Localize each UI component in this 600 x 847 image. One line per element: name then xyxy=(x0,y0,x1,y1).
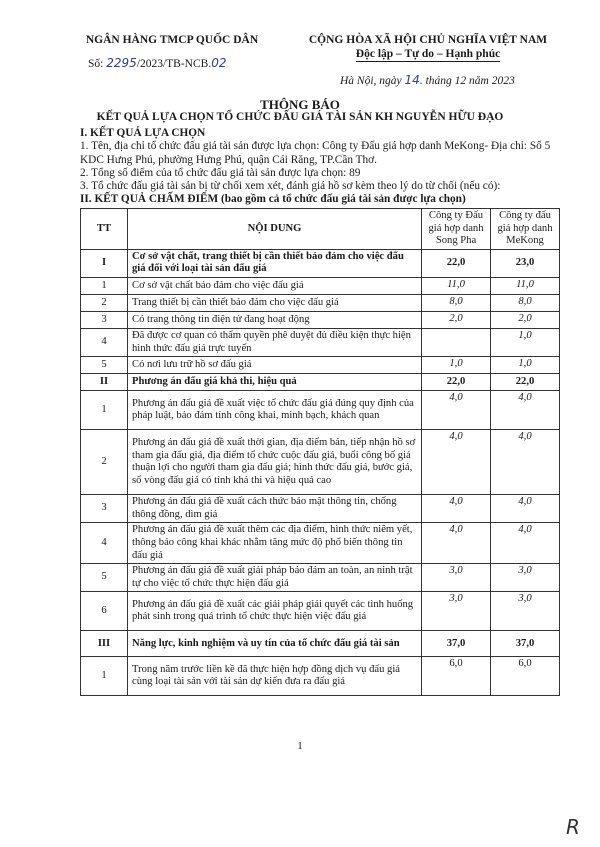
ref-prefix: Số: xyxy=(88,58,104,70)
row-content: Trang thiết bị cần thiết bảo đảm cho việc đấu giá xyxy=(128,294,422,311)
table-row xyxy=(81,311,560,328)
scoring-table xyxy=(80,208,560,696)
row-score-song-pha: 11,0 xyxy=(422,277,491,294)
row-score-mekong: 2,0 xyxy=(491,311,560,328)
row-score-mekong: 37,0 xyxy=(491,631,560,657)
row-content: Trong năm trước liền kề đã thực hiện hợp đồng dịch vụ đấu giá cùng loại tài sản với tài sản dự kiến đưa ra đấu giá xyxy=(128,657,422,696)
row-score-mekong: 11,0 xyxy=(491,277,560,294)
table-row xyxy=(81,523,560,564)
table-row xyxy=(81,374,560,391)
document-title: THÔNG BÁO xyxy=(260,97,340,112)
row-score-song-pha xyxy=(422,328,491,356)
table-row xyxy=(81,657,560,696)
row-content: Phương án đấu giá đề xuất thời gian, địa điểm bán, tiếp nhận hồ sơ tham gia đấu giá, địa điểm tổ chức cuộc đấu giá, buổi công bố giá thuận lợi cho người tham gia đấu giá; hình thức đấu giá, bước giá, số vòng đấu giá có tính khả thi và hiệu quả cao xyxy=(128,430,422,495)
row-content: Phương án đấu giá đề xuất cách thức bảo mật thông tin, chống thông đồng, dìm giá xyxy=(128,495,422,523)
row-score-mekong: 4,0 xyxy=(491,391,560,430)
national-motto: Độc lập – Tự do – Hạnh phúc xyxy=(355,48,501,60)
row-content: Phương án đấu giá khả thi, hiệu quả xyxy=(128,374,422,391)
col-header-content: NỘI DUNG xyxy=(128,209,422,250)
row-score-song-pha: 22,0 xyxy=(422,374,491,391)
section-2-heading: II. KẾT QUẢ CHẤM ĐIỂM (bao gồm cả tổ chức đấu giá tài sản được lựa chọn) xyxy=(80,193,466,206)
row-score-mekong: 4,0 xyxy=(491,430,560,495)
bank-name: NGÂN HÀNG TMCP QUỐC DÂN xyxy=(85,34,259,46)
row-score-mekong: 8,0 xyxy=(491,294,560,311)
row-tt: 3 xyxy=(81,495,128,523)
row-content: Phương án đấu giá đề xuất thêm các địa điểm, hình thức niêm yết, thông báo công khai khác nhằm tăng mức độ phổ biến thông tin đấu giá xyxy=(128,523,422,564)
row-score-song-pha: 22,0 xyxy=(422,249,491,277)
reference-number: Số: 2295/2023/TB-NCB.02 xyxy=(88,56,227,70)
row-tt: 1 xyxy=(81,277,128,294)
date-day-handwritten: 14 xyxy=(404,73,420,87)
row-tt: 5 xyxy=(81,564,128,592)
row-score-song-pha: 37,0 xyxy=(422,631,491,657)
issue-date: Hà Nội, ngày 14. tháng 12 năm 2023 xyxy=(340,73,515,87)
row-score-song-pha: 3,0 xyxy=(422,564,491,592)
row-tt: 1 xyxy=(81,657,128,696)
row-score-song-pha: 4,0 xyxy=(422,523,491,564)
row-score-mekong: 4,0 xyxy=(491,495,560,523)
table-body xyxy=(81,249,560,696)
ref-number-handwritten: 2295 xyxy=(106,56,137,70)
row-score-song-pha: 3,0 xyxy=(422,592,491,631)
row-tt: 2 xyxy=(81,430,128,495)
document-subtitle: KẾT QUẢ LỰA CHỌN TỔ CHỨC ĐẤU GIÁ TÀI SẢN KH NGUYỄN HỮU ĐẠO xyxy=(96,111,504,123)
row-score-mekong: 22,0 xyxy=(491,374,560,391)
row-content: Có trang thông tin điện tử đang hoạt động xyxy=(128,311,422,328)
section-1-heading: I. KẾT QUẢ LỰA CHỌN xyxy=(80,127,206,139)
table-row xyxy=(81,277,560,294)
ref-suffix-handwritten: 02 xyxy=(211,56,227,70)
table-row xyxy=(81,391,560,430)
row-tt: 1 xyxy=(81,391,128,430)
table-row xyxy=(81,328,560,356)
row-score-song-pha: 2,0 xyxy=(422,311,491,328)
table-row xyxy=(81,357,560,374)
row-score-song-pha: 4,0 xyxy=(422,430,491,495)
row-score-song-pha: 8,0 xyxy=(422,294,491,311)
row-tt: 4 xyxy=(81,523,128,564)
initial-signature: R xyxy=(566,815,580,839)
table-row xyxy=(81,495,560,523)
row-tt: 4 xyxy=(81,328,128,356)
table-row xyxy=(81,592,560,631)
row-content: Phương án đấu giá đề xuất giải pháp bảo đảm an toàn, an ninh trật tự cho việc tổ chức thực hiện đấu giá xyxy=(128,564,422,592)
row-score-song-pha: 4,0 xyxy=(422,391,491,430)
row-score-mekong: 3,0 xyxy=(491,592,560,631)
table-row xyxy=(81,631,560,657)
row-score-mekong: 23,0 xyxy=(491,249,560,277)
row-content: Có nơi lưu trữ hồ sơ đấu giá xyxy=(128,357,422,374)
row-tt: 3 xyxy=(81,311,128,328)
section-1-item-2: 2. Tổng số điểm của tổ chức đấu giá tài sản được lựa chọn: 89 xyxy=(80,166,361,179)
row-content: Phương án đấu giá đề xuất các giải pháp giải quyết các tình huống phát sinh trong quá trình tổ chức thực hiện việc đấu giá xyxy=(128,592,422,631)
col-header-mekong: Công ty đấu giá hợp danh MeKong xyxy=(491,209,560,250)
section-1-item-3: 3. Tổ chức đấu giá tài sản bị từ chối xem xét, đánh giá hồ sơ kèm theo lý do từ chối (nếu có): xyxy=(80,180,501,193)
ref-mid: /2023/TB-NCB xyxy=(136,58,209,70)
row-tt: 2 xyxy=(81,294,128,311)
row-score-mekong: 6,0 xyxy=(491,657,560,696)
country-name: CỘNG HÒA XÃ HỘI CHỦ NGHĨA VIỆT NAM xyxy=(308,34,548,46)
row-score-mekong: 4,0 xyxy=(491,523,560,564)
row-score-song-pha: 4,0 xyxy=(422,495,491,523)
col-header-song-pha: Công ty Đấu giá hợp danh Song Pha xyxy=(422,209,491,250)
row-content: Cơ sở vật chất, trang thiết bị cần thiết bảo đảm cho việc đấu giá đối với loại tài sản đấu giá xyxy=(128,249,422,277)
page-number: 1 xyxy=(297,740,303,752)
row-tt: I xyxy=(81,249,128,277)
table-row xyxy=(81,430,560,495)
row-content: Phương án đấu giá đề xuất việc tổ chức đấu giá đúng quy định của pháp luật, bảo đảm tính công khai, minh bạch, khách quan xyxy=(128,391,422,430)
row-score-song-pha: 6,0 xyxy=(422,657,491,696)
row-content: Cơ sở vật chất bảo đảm cho việc đấu giá xyxy=(128,277,422,294)
section-1 xyxy=(80,127,560,207)
table-row xyxy=(81,249,560,277)
row-tt: 5 xyxy=(81,357,128,374)
row-score-mekong: 1,0 xyxy=(491,357,560,374)
table-row xyxy=(81,564,560,592)
col-header-tt: TT xyxy=(81,209,128,250)
section-1-item-1: 1. Tên, địa chỉ tổ chức đấu giá tài sản được lựa chọn: Công ty Đấu giá hợp danh MeKong- Địa chỉ: Số 5 KDC Hưng Phú, phường Hưng Phú, quận Cái Răng, TP.Cần Thơ. xyxy=(80,140,551,166)
table-header-row xyxy=(81,209,560,250)
row-tt: 6 xyxy=(81,592,128,631)
row-tt: II xyxy=(81,374,128,391)
row-tt: III xyxy=(81,631,128,657)
row-score-song-pha: 1,0 xyxy=(422,357,491,374)
row-content: Năng lực, kinh nghiệm và uy tín của tổ chức đấu giá tài sản xyxy=(128,631,422,657)
row-score-mekong: 1,0 xyxy=(491,328,560,356)
table-row xyxy=(81,294,560,311)
row-score-mekong: 3,0 xyxy=(491,564,560,592)
row-content: Đã được cơ quan có thẩm quyền phê duyệt đủ điều kiện thực hiện hình thức đấu giá trực tuyến xyxy=(128,328,422,356)
